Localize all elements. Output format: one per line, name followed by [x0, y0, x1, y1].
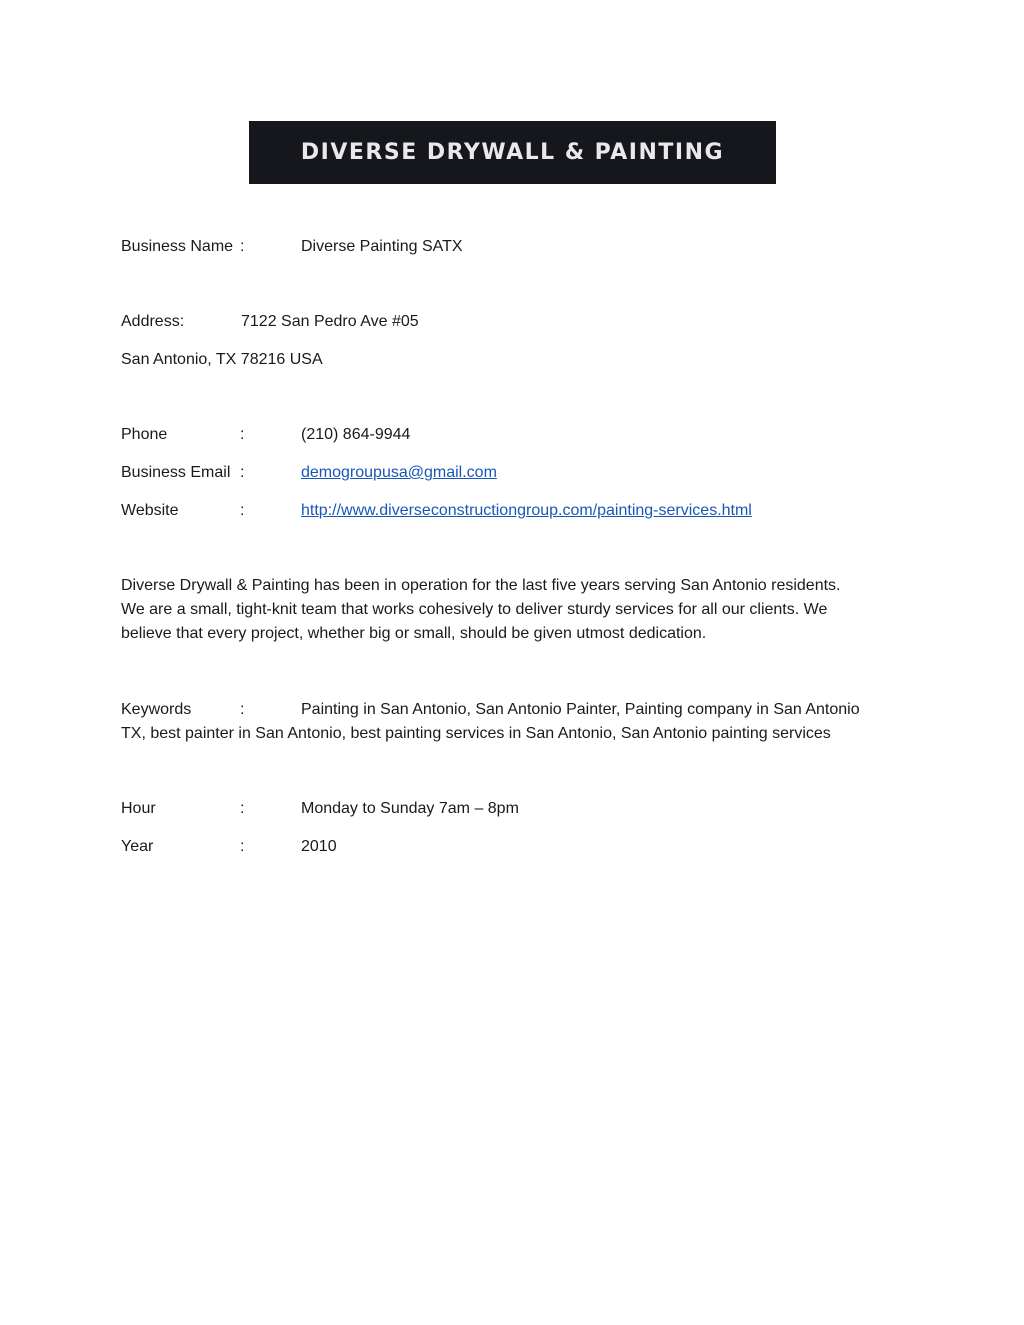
address-label: Address:: [121, 313, 185, 330]
company-logo: [249, 121, 776, 184]
keywords-label: Keywords: [121, 701, 192, 718]
description-line-1: Diverse Drywall & Painting has been in operation for the last five years serving San Antonio residents.: [121, 577, 841, 594]
description-line-3: believe that every project, whether big or small, should be given utmost dedication.: [121, 625, 707, 642]
keywords-line-1: Painting in San Antonio, San Antonio Painter, Painting company in San Antonio: [301, 701, 860, 718]
hour-label: Hour: [121, 800, 156, 817]
hour-colon: :: [240, 800, 245, 817]
keywords-line-2: TX, best painter in San Antonio, best painting services in San Antonio, San Antonio painting services: [121, 725, 831, 742]
address-line2: San Antonio, TX 78216 USA: [121, 351, 323, 368]
hour-value: Monday to Sunday 7am – 8pm: [301, 800, 519, 817]
website-link[interactable]: http://www.diverseconstructiongroup.com/painting-services.html: [301, 502, 752, 519]
email-label: Business Email: [121, 464, 231, 481]
description-line-2: We are a small, tight-knit team that works cohesively to deliver sturdy services for all our clients. We: [121, 601, 828, 618]
business-name-colon: :: [240, 238, 245, 255]
phone-value: (210) 864-9944: [301, 426, 411, 443]
year-colon: :: [240, 838, 245, 855]
email-colon: :: [240, 464, 245, 481]
description-paragraph: [121, 574, 903, 646]
phone-colon: :: [240, 426, 245, 443]
keywords-colon: :: [240, 701, 245, 718]
business-name-label: Business Name: [121, 238, 234, 255]
website-label: Website: [121, 502, 179, 519]
phone-label: Phone: [121, 426, 168, 443]
email-link[interactable]: demogroupusa@gmail.com: [301, 464, 497, 481]
logo-text: DIVERSE DRYWALL & PAINTING: [300, 140, 725, 165]
year-value: 2010: [301, 838, 337, 855]
business-name-value: Diverse Painting SATX: [301, 238, 463, 255]
year-label: Year: [121, 838, 154, 855]
website-colon: :: [240, 502, 245, 519]
keywords-row: [121, 698, 903, 746]
address-line1: 7122 San Pedro Ave #05: [241, 313, 419, 330]
